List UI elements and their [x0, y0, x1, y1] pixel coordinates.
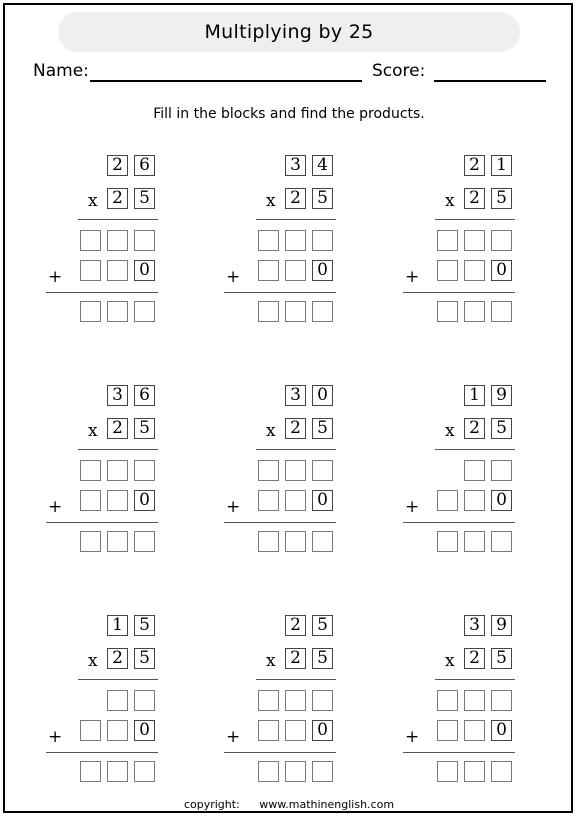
multiplier-digit-box: 5 — [491, 648, 512, 669]
answer-blank-box[interactable] — [107, 260, 128, 281]
answer-blank-box[interactable] — [464, 720, 485, 741]
product-blank-box[interactable] — [107, 301, 128, 322]
sum-line — [403, 752, 515, 753]
plus-sign: + — [48, 497, 63, 517]
zero-placeholder-box: 0 — [312, 490, 333, 511]
product-blank-box[interactable] — [312, 531, 333, 552]
multiply-sign: x — [266, 651, 276, 671]
sum-line — [224, 752, 336, 753]
multiplication-problem — [222, 155, 342, 325]
worksheet-title: Multiplying by 25 — [58, 12, 520, 52]
multiplier-digit-box: 2 — [285, 648, 306, 669]
plus-sign: + — [405, 267, 420, 287]
multiplier-digit-box: 2 — [285, 418, 306, 439]
answer-blank-box[interactable] — [258, 720, 279, 741]
answer-blank-box[interactable] — [285, 690, 306, 711]
answer-blank-box[interactable] — [80, 720, 101, 741]
answer-blank-box[interactable] — [464, 460, 485, 481]
product-blank-box[interactable] — [285, 761, 306, 782]
zero-placeholder-box: 0 — [491, 260, 512, 281]
product-blank-box[interactable] — [258, 761, 279, 782]
product-blank-box[interactable] — [312, 301, 333, 322]
answer-blank-box[interactable] — [437, 260, 458, 281]
zero-placeholder-box: 0 — [134, 490, 155, 511]
multiplication-problem — [44, 385, 164, 555]
answer-blank-box[interactable] — [491, 460, 512, 481]
answer-blank-box[interactable] — [437, 690, 458, 711]
multiply-sign: x — [266, 421, 276, 441]
multiplication-line — [435, 449, 515, 450]
multiply-sign: x — [445, 191, 455, 211]
top-digit-box: 2 — [464, 155, 485, 176]
sum-line — [46, 292, 158, 293]
answer-blank-box[interactable] — [491, 690, 512, 711]
product-blank-box[interactable] — [107, 761, 128, 782]
product-blank-box[interactable] — [491, 301, 512, 322]
answer-blank-box[interactable] — [258, 460, 279, 481]
zero-placeholder-box: 0 — [312, 260, 333, 281]
product-blank-box[interactable] — [491, 761, 512, 782]
website-link[interactable]: www.mathinenglish.com — [259, 798, 395, 811]
sum-line — [46, 752, 158, 753]
answer-blank-box[interactable] — [134, 460, 155, 481]
answer-blank-box[interactable] — [80, 230, 101, 251]
plus-sign: + — [48, 267, 63, 287]
plus-sign: + — [226, 497, 241, 517]
answer-blank-box[interactable] — [258, 490, 279, 511]
multiplication-line — [78, 679, 158, 680]
name-answer-line[interactable] — [90, 80, 362, 82]
answer-blank-box[interactable] — [285, 720, 306, 741]
zero-placeholder-box: 0 — [134, 720, 155, 741]
top-digit-box: 1 — [491, 155, 512, 176]
multiplication-problem — [222, 615, 342, 785]
zero-placeholder-box: 0 — [491, 490, 512, 511]
answer-blank-box[interactable] — [258, 690, 279, 711]
answer-blank-box[interactable] — [464, 260, 485, 281]
answer-blank-box[interactable] — [437, 490, 458, 511]
answer-blank-box[interactable] — [285, 460, 306, 481]
answer-blank-box[interactable] — [107, 490, 128, 511]
answer-blank-box[interactable] — [437, 720, 458, 741]
multiplication-line — [256, 219, 336, 220]
multiply-sign: x — [445, 651, 455, 671]
answer-blank-box[interactable] — [491, 230, 512, 251]
top-digit-box: 9 — [491, 385, 512, 406]
top-digit-box: 6 — [134, 385, 155, 406]
product-blank-box[interactable] — [80, 761, 101, 782]
answer-blank-box[interactable] — [464, 690, 485, 711]
multiplier-digit-box: 5 — [312, 648, 333, 669]
product-blank-box[interactable] — [464, 531, 485, 552]
name-label: Name: — [33, 61, 89, 81]
top-digit-box: 5 — [134, 615, 155, 636]
multiplication-line — [78, 219, 158, 220]
product-blank-box[interactable] — [134, 531, 155, 552]
plus-sign: + — [48, 727, 63, 747]
multiplication-problem — [401, 615, 521, 785]
product-blank-box[interactable] — [437, 761, 458, 782]
product-blank-box[interactable] — [107, 531, 128, 552]
multiply-sign: x — [266, 191, 276, 211]
multiplier-digit-box: 5 — [134, 648, 155, 669]
multiplier-digit-box: 5 — [312, 188, 333, 209]
top-digit-box: 1 — [107, 615, 128, 636]
zero-placeholder-box: 0 — [312, 720, 333, 741]
multiplication-problem — [44, 155, 164, 325]
multiply-sign: x — [88, 651, 98, 671]
plus-sign: + — [226, 267, 241, 287]
answer-blank-box[interactable] — [107, 230, 128, 251]
product-blank-box[interactable] — [134, 761, 155, 782]
instruction-text: Fill in the blocks and find the products. — [153, 106, 425, 122]
multiplier-digit-box: 5 — [134, 418, 155, 439]
answer-blank-box[interactable] — [107, 460, 128, 481]
product-blank-box[interactable] — [258, 531, 279, 552]
sum-line — [403, 292, 515, 293]
multiplication-line — [78, 449, 158, 450]
multiplier-digit-box: 5 — [491, 188, 512, 209]
sum-line — [403, 522, 515, 523]
multiplication-problem — [44, 615, 164, 785]
sum-line — [46, 522, 158, 523]
answer-blank-box[interactable] — [134, 230, 155, 251]
answer-blank-box[interactable] — [285, 490, 306, 511]
top-digit-box: 3 — [285, 155, 306, 176]
answer-blank-box[interactable] — [285, 260, 306, 281]
multiplier-digit-box: 2 — [107, 188, 128, 209]
score-label: Score: — [372, 61, 426, 81]
zero-placeholder-box: 0 — [134, 260, 155, 281]
multiplication-line — [435, 679, 515, 680]
top-digit-box: 3 — [464, 615, 485, 636]
answer-blank-box[interactable] — [464, 230, 485, 251]
top-digit-box: 2 — [107, 155, 128, 176]
multiply-sign: x — [88, 191, 98, 211]
multiplier-digit-box: 2 — [464, 648, 485, 669]
answer-blank-box[interactable] — [80, 490, 101, 511]
top-digit-box: 2 — [285, 615, 306, 636]
product-blank-box[interactable] — [285, 301, 306, 322]
multiplier-digit-box: 2 — [107, 418, 128, 439]
zero-placeholder-box: 0 — [491, 720, 512, 741]
top-digit-box: 1 — [464, 385, 485, 406]
answer-blank-box[interactable] — [107, 720, 128, 741]
copyright-footer — [0, 798, 578, 811]
multiplier-digit-box: 5 — [312, 418, 333, 439]
plus-sign: + — [405, 497, 420, 517]
answer-blank-box[interactable] — [312, 460, 333, 481]
top-digit-box: 9 — [491, 615, 512, 636]
multiply-sign: x — [88, 421, 98, 441]
answer-blank-box[interactable] — [134, 690, 155, 711]
multiplier-digit-box: 2 — [464, 188, 485, 209]
product-blank-box[interactable] — [312, 761, 333, 782]
multiplication-problem — [401, 155, 521, 325]
answer-blank-box[interactable] — [437, 230, 458, 251]
plus-sign: + — [226, 727, 241, 747]
multiplication-problem — [222, 385, 342, 555]
top-digit-box: 3 — [285, 385, 306, 406]
multiplier-digit-box: 2 — [107, 648, 128, 669]
product-blank-box[interactable] — [134, 301, 155, 322]
product-blank-box[interactable] — [80, 531, 101, 552]
sum-line — [224, 522, 336, 523]
top-digit-box: 0 — [312, 385, 333, 406]
top-digit-box: 3 — [107, 385, 128, 406]
plus-sign: + — [405, 727, 420, 747]
answer-blank-box[interactable] — [107, 690, 128, 711]
multiplication-line — [256, 679, 336, 680]
top-digit-box: 4 — [312, 155, 333, 176]
answer-blank-box[interactable] — [312, 690, 333, 711]
answer-blank-box[interactable] — [80, 260, 101, 281]
multiplier-digit-box: 2 — [285, 188, 306, 209]
score-answer-line[interactable] — [434, 80, 546, 82]
multiplier-digit-box: 5 — [491, 418, 512, 439]
answer-blank-box[interactable] — [312, 230, 333, 251]
multiplier-digit-box: 2 — [464, 418, 485, 439]
answer-blank-box[interactable] — [258, 260, 279, 281]
answer-blank-box[interactable] — [80, 460, 101, 481]
product-blank-box[interactable] — [80, 301, 101, 322]
multiplier-digit-box: 5 — [134, 188, 155, 209]
product-blank-box[interactable] — [437, 301, 458, 322]
multiplication-problem — [401, 385, 521, 555]
product-blank-box[interactable] — [491, 531, 512, 552]
product-blank-box[interactable] — [285, 531, 306, 552]
product-blank-box[interactable] — [464, 761, 485, 782]
multiplication-line — [256, 449, 336, 450]
answer-blank-box[interactable] — [285, 230, 306, 251]
product-blank-box[interactable] — [437, 531, 458, 552]
multiply-sign: x — [445, 421, 455, 441]
top-digit-box: 5 — [312, 615, 333, 636]
multiplication-line — [435, 219, 515, 220]
copyright-label: copyright: — [183, 798, 240, 811]
product-blank-box[interactable] — [258, 301, 279, 322]
answer-blank-box[interactable] — [464, 490, 485, 511]
sum-line — [224, 292, 336, 293]
top-digit-box: 6 — [134, 155, 155, 176]
answer-blank-box[interactable] — [258, 230, 279, 251]
product-blank-box[interactable] — [464, 301, 485, 322]
